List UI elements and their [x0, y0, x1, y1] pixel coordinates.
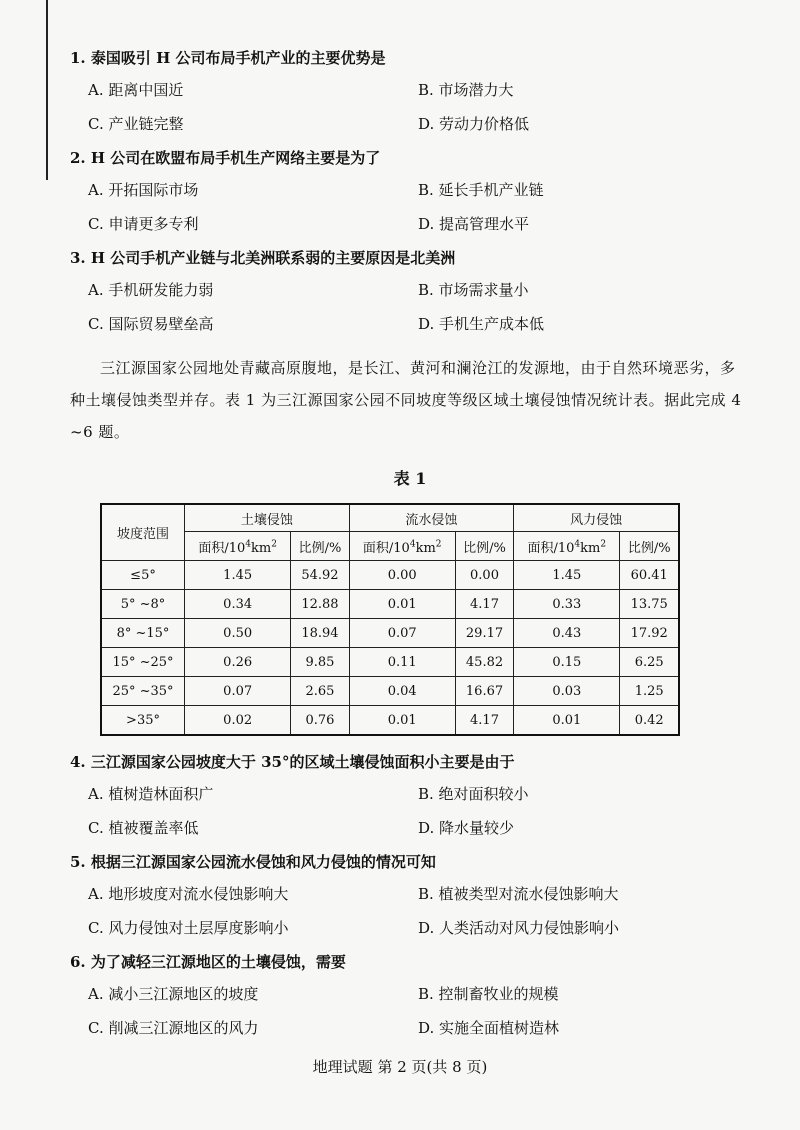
table-cell: 0.76: [291, 706, 349, 736]
table-cell: 2.65: [291, 677, 349, 706]
question-1-option-d: D. 劳动力价格低: [418, 115, 530, 133]
table-cell: 0.11: [349, 648, 455, 677]
question-1-title: 1. 泰国吸引 H 公司布局手机产业的主要优势是: [70, 49, 386, 67]
question-5-title: 5. 根据三江源国家公园流水侵蚀和风力侵蚀的情况可知: [70, 853, 436, 871]
table-cell: 0.00: [455, 561, 513, 590]
group-wind-erosion: 风力侵蚀: [514, 504, 679, 532]
table-cell: >35°: [101, 706, 185, 736]
table-cell: 17.92: [620, 619, 679, 648]
table-cell: 0.50: [185, 619, 291, 648]
question-5-option-a: A. 地形坡度对流水侵蚀影响大: [88, 885, 289, 903]
table-cell: 0.43: [514, 619, 620, 648]
table-cell: 0.07: [349, 619, 455, 648]
question-1: [70, 48, 750, 148]
question-5-option-b: B. 植被类型对流水侵蚀影响大: [418, 885, 619, 903]
table-cell: 60.41: [620, 561, 679, 590]
table-cell: 1.45: [185, 561, 291, 590]
table-cell: 4.17: [455, 590, 513, 619]
question-6-option-a: A. 减小三江源地区的坡度: [88, 985, 259, 1003]
question-1-options: [88, 80, 750, 148]
question-2-option-d: D. 提高管理水平: [418, 215, 530, 233]
table-cell: 15° ~25°: [101, 648, 185, 677]
question-5-options: [88, 884, 750, 952]
table-cell: 25° ~35°: [101, 677, 185, 706]
table-cell: 16.67: [455, 677, 513, 706]
question-3-options: [88, 280, 750, 348]
question-6-options: [88, 984, 750, 1052]
table-cell: 0.01: [514, 706, 620, 736]
table-cell: 0.04: [349, 677, 455, 706]
question-4-option-a: A. 植树造林面积广: [88, 785, 214, 803]
ratio-column-header: 比例/%: [455, 532, 513, 561]
table-row: [101, 590, 679, 619]
table-cell: 0.00: [349, 561, 455, 590]
table-cell: 0.02: [185, 706, 291, 736]
question-1-option-b: B. 市场潜力大: [418, 81, 514, 99]
ratio-column-header: 比例/%: [620, 532, 679, 561]
group-water-erosion: 流水侵蚀: [349, 504, 514, 532]
table-cell: 0.01: [349, 706, 455, 736]
erosion-table: [100, 503, 680, 736]
table-cell: 9.85: [291, 648, 349, 677]
table-row: [101, 706, 679, 736]
reading-passage: 三江源国家公园地处青藏高原腹地，是长江、黄河和澜沧江的发源地，由于自然环境恶劣，多种土壤侵蚀类型并存。表 1 为三江源国家公园不同坡度等级区域土壤侵蚀情况统计表。据此完成 4 ~6 题。: [70, 359, 742, 441]
row-header: 坡度范围: [101, 504, 185, 561]
question-3-title: 3. H 公司手机产业链与北美洲联系弱的主要原因是北美洲: [70, 249, 456, 267]
table-cell: 6.25: [620, 648, 679, 677]
table-cell: 29.17: [455, 619, 513, 648]
table-cell: 12.88: [291, 590, 349, 619]
question-4-option-d: D. 降水量较少: [418, 819, 515, 837]
table-cell: ≤5°: [101, 561, 185, 590]
question-3-option-a: A. 手机研发能力弱: [88, 281, 214, 299]
table-cell: 5° ~8°: [101, 590, 185, 619]
area-column-header: 面积$/10^4km^2$: [349, 532, 455, 561]
table-row: [101, 619, 679, 648]
question-6-title: 6. 为了减轻三江源地区的土壤侵蚀，需要: [70, 953, 346, 971]
table-cell: 1.45: [514, 561, 620, 590]
question-3: [70, 248, 750, 348]
question-2-option-c: C. 申请更多专利: [88, 215, 199, 233]
question-4-option-b: B. 绝对面积较小: [418, 785, 529, 803]
table-row: [101, 561, 679, 590]
area-column-header: 面积$/10^4km^2$: [185, 532, 291, 561]
question-1-option-a: A. 距离中国近: [88, 81, 184, 99]
table-row: [101, 677, 679, 706]
question-2-option-a: A. 开拓国际市场: [88, 181, 199, 199]
ratio-column-header: 比例/%: [291, 532, 349, 561]
question-6-option-b: B. 控制畜牧业的规模: [418, 985, 559, 1003]
table-cell: 0.15: [514, 648, 620, 677]
question-3-option-b: B. 市场需求量小: [418, 281, 529, 299]
table-cell: 0.33: [514, 590, 620, 619]
question-4-option-c: C. 植被覆盖率低: [88, 819, 199, 837]
question-5: [70, 852, 750, 952]
question-2: [70, 148, 750, 248]
page-footer: 地理试题 第 2 页(共 8 页): [312, 1058, 488, 1076]
question-3-option-c: C. 国际贸易壁垒高: [88, 315, 214, 333]
question-5-option-d: D. 人类活动对风力侵蚀影响小: [418, 919, 620, 937]
table-cell: 0.42: [620, 706, 679, 736]
question-6: [70, 952, 750, 1052]
table-cell: 8° ~15°: [101, 619, 185, 648]
question-2-options: [88, 180, 750, 248]
table-cell: 18.94: [291, 619, 349, 648]
question-5-option-c: C. 风力侵蚀对土层厚度影响小: [88, 919, 289, 937]
table-cell: 0.26: [185, 648, 291, 677]
table-cell: 0.34: [185, 590, 291, 619]
question-6-option-d: D. 实施全面植树造林: [418, 1019, 560, 1037]
table-cell: 0.01: [349, 590, 455, 619]
question-4-title: 4. 三江源国家公园坡度大于 35°的区域土壤侵蚀面积小主要是由于: [70, 753, 515, 771]
table-title: 表 1: [393, 469, 427, 488]
question-4-options: [88, 784, 750, 852]
table-cell: 13.75: [620, 590, 679, 619]
table-cell: 45.82: [455, 648, 513, 677]
table-cell: 54.92: [291, 561, 349, 590]
table-row: [101, 648, 679, 677]
question-2-option-b: B. 延长手机产业链: [418, 181, 544, 199]
question-2-title: 2. H 公司在欧盟布局手机生产网络主要是为了: [70, 149, 381, 167]
question-4: [70, 752, 750, 852]
table-cell: 4.17: [455, 706, 513, 736]
exam-page: [70, 48, 750, 1052]
group-soil-erosion: 土壤侵蚀: [185, 504, 350, 532]
question-1-option-c: C. 产业链完整: [88, 115, 184, 133]
table-cell: 1.25: [620, 677, 679, 706]
area-column-header: 面积$/10^4km^2$: [514, 532, 620, 561]
table-cell: 0.07: [185, 677, 291, 706]
margin-line: [46, 0, 48, 180]
question-6-option-c: C. 削减三江源地区的风力: [88, 1019, 259, 1037]
table-cell: 0.03: [514, 677, 620, 706]
question-3-option-d: D. 手机生产成本低: [418, 315, 545, 333]
